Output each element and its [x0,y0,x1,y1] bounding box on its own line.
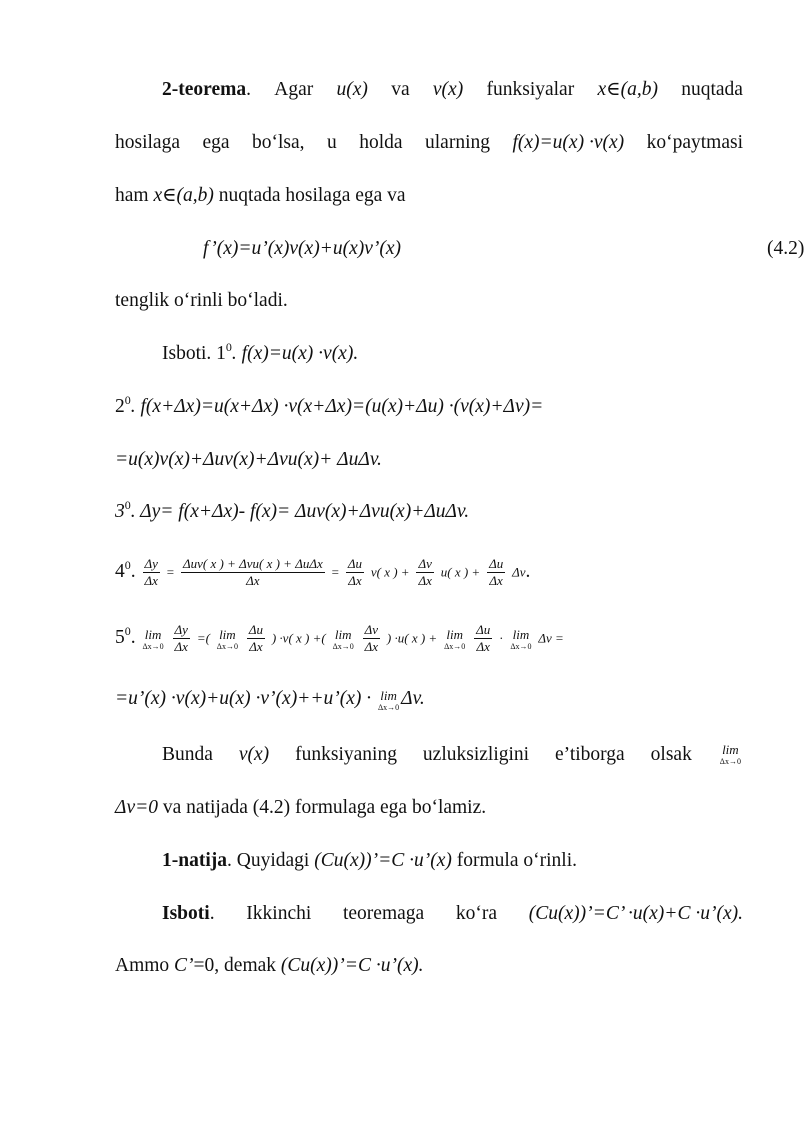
proof-step-5: $5^0$. lim Δx→0 $\frac{\Delta y}{\Delta x}$ =( lim Δx→0 $\frac{\Delta u}{\Delta x}$ ) ·v( x ) +( lim Δx→0 $\frac{\Delta v}{\Delta x}$ ) ·u( x ) + lim Δx→0 $\frac{\Delta u}{\Delta x}$ · lim Δx→0 Δv = [115,622,564,654]
limit: lim Δx→0 [719,742,741,766]
word: ularning [425,132,490,153]
corollary-title: 1-natija [162,850,227,871]
proof-step-4: $4^0$. $\frac{\Delta y}{\Delta x}$ = $\frac{\text{Δuv( x ) + Δvu( x ) + ΔuΔx}}{\Delta x}$ = $\frac{\Delta u}{\Delta x}$ v( x ) + $\frac{\Delta v}{\Delta x}$ u( x ) + $\frac{\Delta u}{\Delta x}$ Δv. [115,556,531,588]
corollary-final-line: Ammo C’=0, demak (Cu(x))’=C ·u’(x). [115,955,424,976]
continuity-line-1: Bunda v(x) funksiyaning uzluksizligini e’tiborga olsak lim Δx→0 [162,742,741,766]
word: nuqtada [681,79,743,100]
fraction: $\frac{\Delta y}{\Delta x}$ [174,622,188,654]
word: Agar [274,79,314,100]
fraction: $\frac{\Delta y}{\Delta x}$ [144,556,158,588]
word: ega [202,132,230,153]
fraction: $\frac{\Delta v}{\Delta x}$ [364,622,379,654]
limit: lim Δx→0 [510,626,532,651]
word: va [391,79,410,100]
proof-step-1: Isboti. $1^0$. f(x)=u(x) ·v(x). [162,340,359,364]
word: holda [359,132,403,153]
limit: lim Δx→0 [142,626,164,651]
word: bo‘lsa, [251,132,305,153]
corollary-statement: 1-natija. Quyidagi (Cu(x))’=C ·u’(x) formula o‘rinli. [162,850,577,871]
fraction: $\frac{\Delta v}{\Delta x}$ [418,556,432,588]
word: u [326,132,337,153]
fraction: $\frac{\Delta u}{\Delta x}$ [476,622,491,654]
word: u(x) [336,79,368,100]
theorem-line-5: tenglik o‘rinli bo‘ladi. [115,290,288,311]
fraction: $\frac{\Delta u}{\Delta x}$ [347,556,362,588]
word: v(x) [432,79,464,100]
word: x∈(a,b) [597,79,658,100]
fraction: $\frac{\Delta u}{\Delta x}$ [248,622,263,654]
equation-number: (4.2) [767,238,804,259]
proof-step-5-continued: =u’(x) ·v(x)+u(x) ·v’(x)++u’(x) · lim Δx→0 Δv. [115,687,425,712]
theorem-line-3: ham x∈(a,b) nuqtada hosilaga ega va [115,185,406,206]
limit: lim Δx→0 [444,626,466,651]
corollary-proof-line: Isboti. Ikkinchi teoremaga ko‘ra (Cu(x))’=C’ ·u(x)+C ·u’(x). [162,903,743,924]
corollary-proof-title: Isboti [162,903,210,924]
limit: lim Δx→0 [216,626,238,651]
word: f(x)=u(x) ·v(x) [512,132,625,153]
word: hosilaga [115,132,180,153]
continuity-line-2: Δv=0 va natijada (4.2) formulaga ega bo‘lamiz. [115,797,487,818]
theorem-title: 2-teorema [162,79,247,100]
word: ko‘paytmasi [646,132,743,153]
limit: lim Δx→0 [332,626,354,651]
fraction: $\frac{\text{Δuv( x ) + Δvu( x ) + ΔuΔx}}{\Delta x}$ [183,556,323,588]
limit: lim Δx→0 [378,687,400,712]
theorem-line-2 [115,131,743,155]
formula-text: f’(x)=u’(x)v(x)+u(x)v’(x) [203,238,402,259]
fraction: $\frac{\Delta u}{\Delta x}$ [489,556,504,588]
proof-step-3: $3^0$. Δy= f(x+Δx)- f(x)= Δuv(x)+Δvu(x)+ΔuΔv. [115,498,470,522]
theorem-line-1: 2-teorema. Agar u(x) va v(x) funksiyalar x∈(a,b) nuqtada [162,79,743,100]
proof-step-2: $2^0$. f(x+Δx)=u(x+Δx) ·v(x+Δx)=(u(x)+Δu) ·(v(x)+Δv)= [115,393,544,417]
word: funksiyalar [486,79,575,100]
proof-step-2-continued: =u(x)v(x)+Δuv(x)+Δvu(x)+ ΔuΔv. [115,449,382,470]
